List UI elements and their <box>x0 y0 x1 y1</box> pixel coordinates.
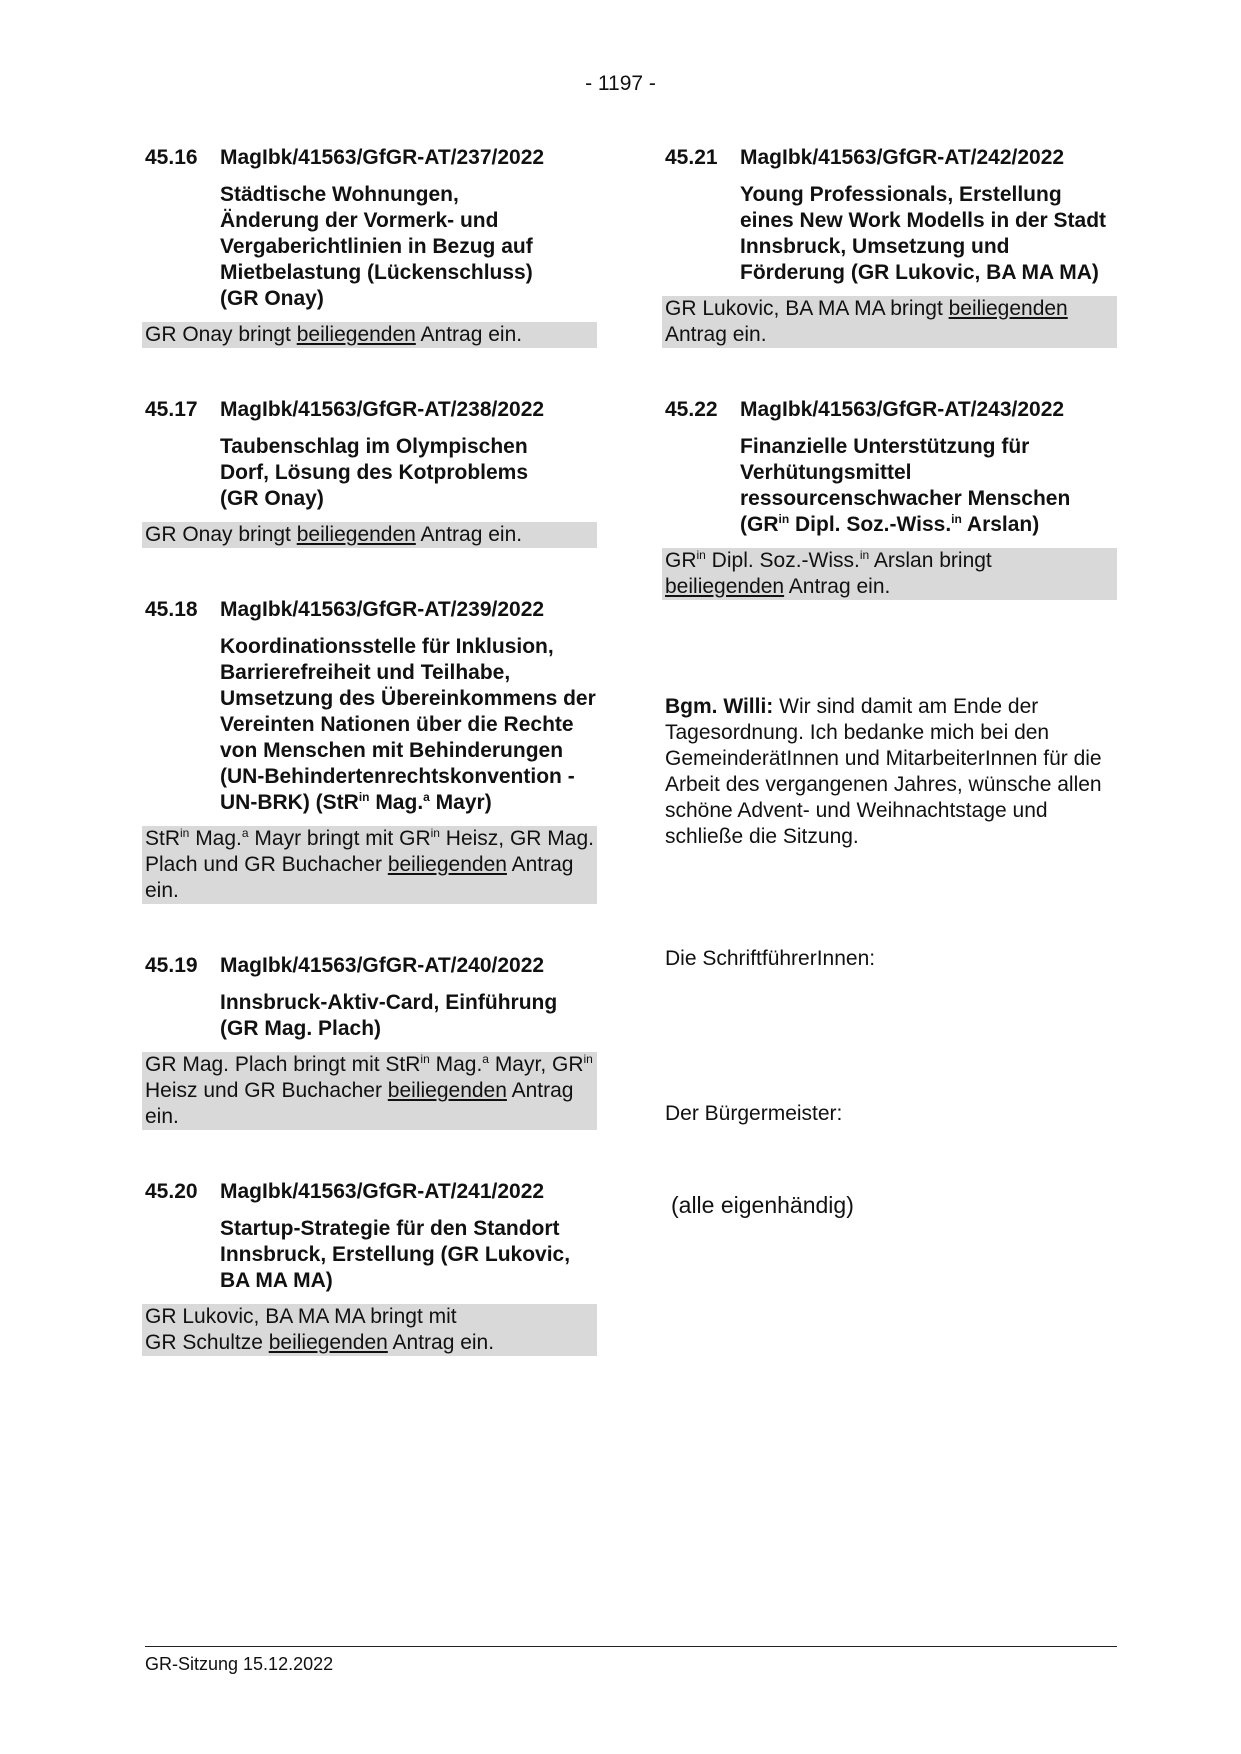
item-reference: MagIbk/41563/GfGR-AT/240/2022 <box>220 954 545 977</box>
closing-statement <box>665 694 1117 850</box>
item-note <box>142 522 597 548</box>
note-text: Antrag ein. <box>145 853 574 902</box>
item-title <box>220 634 600 816</box>
agenda-item-45-22 <box>665 397 1117 600</box>
item-number: 45.20 <box>145 1180 198 1203</box>
note-text: GR Onay bringt <box>145 523 297 546</box>
item-reference: MagIbk/41563/GfGR-AT/243/2022 <box>740 398 1065 421</box>
note-link[interactable]: beiliegenden <box>296 523 416 546</box>
note-text: GR Schultze <box>145 1331 269 1354</box>
signature-note: (alle eigenhändig) <box>671 1192 854 1218</box>
footer-divider <box>145 1646 1117 1647</box>
item-note <box>142 1304 597 1356</box>
note-text: Heisz, GR Mag. Plach und GR Buchacher <box>145 827 594 876</box>
note-text: Mayr, GR <box>488 1053 584 1076</box>
item-header <box>665 397 1117 423</box>
item-header <box>145 953 600 979</box>
title-text: Finanzielle Unterstützung für Verhütungsmittel ressourcenschwacher Menschen (GR <box>740 435 1071 536</box>
note-text: GR Lukovic, BA MA MA bringt <box>665 297 949 320</box>
title-text: Dipl. Soz.-Wiss. <box>789 513 952 536</box>
agenda-item-45-17 <box>145 397 600 548</box>
superscript: in <box>180 826 190 840</box>
superscript: in <box>430 826 440 840</box>
superscript: in <box>420 1052 430 1066</box>
note-link[interactable]: beiliegenden <box>665 575 785 598</box>
agenda-item-45-20 <box>145 1179 600 1356</box>
note-text: GR Mag. Plach bringt mit StR <box>145 1053 421 1076</box>
note-text: StR <box>145 827 181 850</box>
note-text: GR Onay bringt <box>145 323 297 346</box>
item-title <box>740 434 1115 538</box>
superscript: in <box>778 512 790 526</box>
superscript: in <box>583 1052 593 1066</box>
footer-session-date: GR-Sitzung 15.12.2022 <box>145 1654 334 1674</box>
note-text: Antrag ein. <box>415 323 523 346</box>
note-text: Antrag ein. <box>145 1079 574 1128</box>
note-text: Antrag ein. <box>415 523 523 546</box>
item-number: 45.18 <box>145 598 198 621</box>
item-header <box>665 145 1117 171</box>
superscript: in <box>696 548 706 562</box>
item-title: Startup-Strategie für den Standort Innsbruck, Erstellung (GR Lukovic, BA MA MA) <box>220 1217 571 1292</box>
item-title: Taubenschlag im Olympischen Dorf, Lösung des Kotproblems (GR Onay) <box>220 435 529 510</box>
closing-text: Wir sind damit am Ende der Tagesordnung. Ich bedanke mich bei den GemeinderätInnen und MitarbeiterInnen für die Arbeit des vergangenen Jahres, wünsche allen schöne Advent- und Weihnachtstage und schließe die Sitzung. <box>665 695 1102 848</box>
title-text: Mag. <box>369 791 424 814</box>
item-header <box>145 597 600 623</box>
note-text: GR Lukovic, BA MA MA bringt mit <box>145 1305 457 1328</box>
note-link[interactable]: beiliegenden <box>387 1079 507 1102</box>
item-number: 45.17 <box>145 398 198 421</box>
item-header <box>145 1179 600 1205</box>
note-text: Mag. <box>189 827 242 850</box>
note-link[interactable]: beiliegenden <box>268 1331 388 1354</box>
superscript: in <box>859 548 870 562</box>
item-reference: MagIbk/41563/GfGR-AT/241/2022 <box>220 1180 545 1203</box>
schriftfuehrer-label: Die SchriftführerInnen: <box>665 947 876 970</box>
superscript: in <box>951 512 962 526</box>
superscript: a <box>482 1052 489 1066</box>
superscript: a <box>241 826 249 840</box>
title-text: Arslan) <box>961 513 1040 536</box>
item-number: 45.21 <box>665 146 718 169</box>
superscript: in <box>358 790 370 804</box>
title-text: Koordinationsstelle für Inklusion, Barrierefreiheit und Teilhabe, Umsetzung des Übereinkommens der Vereinten Nationen über die Rechte von Menschen mit Behinderungen (UN-Behindertenrechtskonvention - UN-BRK) (StR <box>220 635 596 814</box>
note-link[interactable]: beiliegenden <box>296 323 416 346</box>
item-header <box>145 145 600 171</box>
note-text: Mag. <box>429 1053 483 1076</box>
note-text: Antrag ein. <box>665 323 767 346</box>
speaker-name: Bgm. Willi: <box>665 695 774 718</box>
item-reference: MagIbk/41563/GfGR-AT/242/2022 <box>740 146 1065 169</box>
note-link[interactable]: beiliegenden <box>948 297 1068 320</box>
item-note <box>142 1052 597 1130</box>
item-reference: MagIbk/41563/GfGR-AT/237/2022 <box>220 146 545 169</box>
item-number: 45.19 <box>145 954 198 977</box>
agenda-item-45-21 <box>665 145 1117 348</box>
right-column <box>665 145 1117 1219</box>
item-note <box>662 296 1117 348</box>
item-note <box>662 548 1117 600</box>
left-column <box>145 145 600 1356</box>
note-text: Antrag ein. <box>387 1331 495 1354</box>
item-note <box>142 322 597 348</box>
item-note <box>142 826 597 904</box>
agenda-item-45-18 <box>145 597 600 904</box>
note-link[interactable]: beiliegenden <box>387 853 507 876</box>
superscript: a <box>423 790 430 804</box>
agenda-item-45-16 <box>145 145 600 348</box>
item-number: 45.16 <box>145 146 198 169</box>
page-number: - 1197 - <box>585 72 656 95</box>
note-text: Arslan bringt <box>869 549 992 572</box>
buergermeister-label: Der Bürgermeister: <box>665 1102 843 1125</box>
note-text: Heisz und GR Buchacher <box>145 1079 388 1102</box>
item-header <box>145 397 600 423</box>
note-text: GR <box>665 549 697 572</box>
title-text: Mayr) <box>429 791 492 814</box>
agenda-item-45-19 <box>145 953 600 1130</box>
note-text: Dipl. Soz.-Wiss. <box>705 549 860 572</box>
item-title: Städtische Wohnungen, Änderung der Vormerk- und Vergaberichtlinien in Bezug auf Mietbelastung (Lückenschluss) (GR Onay) <box>220 183 533 310</box>
note-text: Antrag ein. <box>784 575 891 598</box>
item-title: Young Professionals, Erstellung eines New Work Modells in der Stadt Innsbruck, Umsetzung und Förderung (GR Lukovic, BA MA MA) <box>740 183 1107 284</box>
item-number: 45.22 <box>665 398 718 421</box>
note-text: Mayr bringt mit GR <box>248 827 431 850</box>
item-reference: MagIbk/41563/GfGR-AT/239/2022 <box>220 598 545 621</box>
item-reference: MagIbk/41563/GfGR-AT/238/2022 <box>220 398 545 421</box>
item-title: Innsbruck-Aktiv-Card, Einführung (GR Mag. Plach) <box>220 991 558 1040</box>
